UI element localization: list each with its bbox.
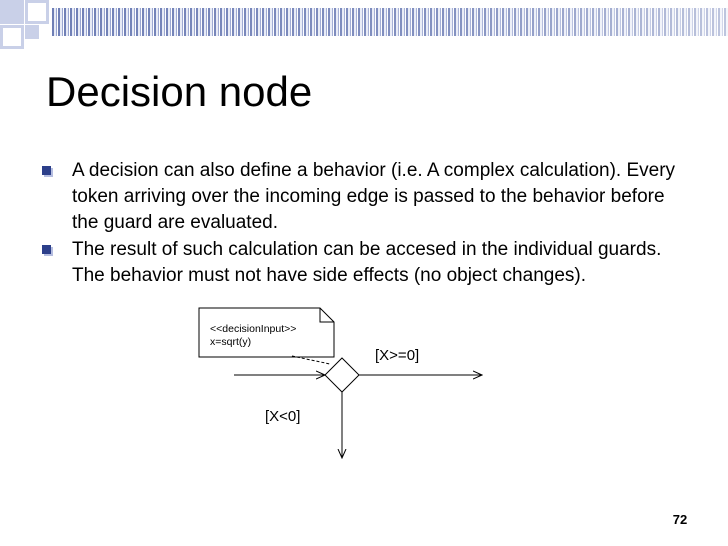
slide-number: 72 — [672, 512, 688, 527]
slide-title: Decision node — [46, 68, 313, 115]
guard-label-down: [X<0] — [265, 408, 301, 425]
note-line-stereotype: <<decisionInput>> — [210, 323, 297, 335]
bullet-text: A decision can also define a behavior (i.e. A complex calculation). Every token arriving over the incoming edge is passed to the behavior before the guard are evaluated. — [72, 160, 676, 233]
bullet-text: The result of such calculation can be accesed in the individual guards. The behavior must not have side effects (no object changes). — [72, 239, 662, 286]
decision-diamond — [325, 358, 359, 392]
guard-label-right: [X>=0] — [375, 347, 420, 364]
note-line-expression: x=sqrt(y) — [210, 336, 252, 348]
